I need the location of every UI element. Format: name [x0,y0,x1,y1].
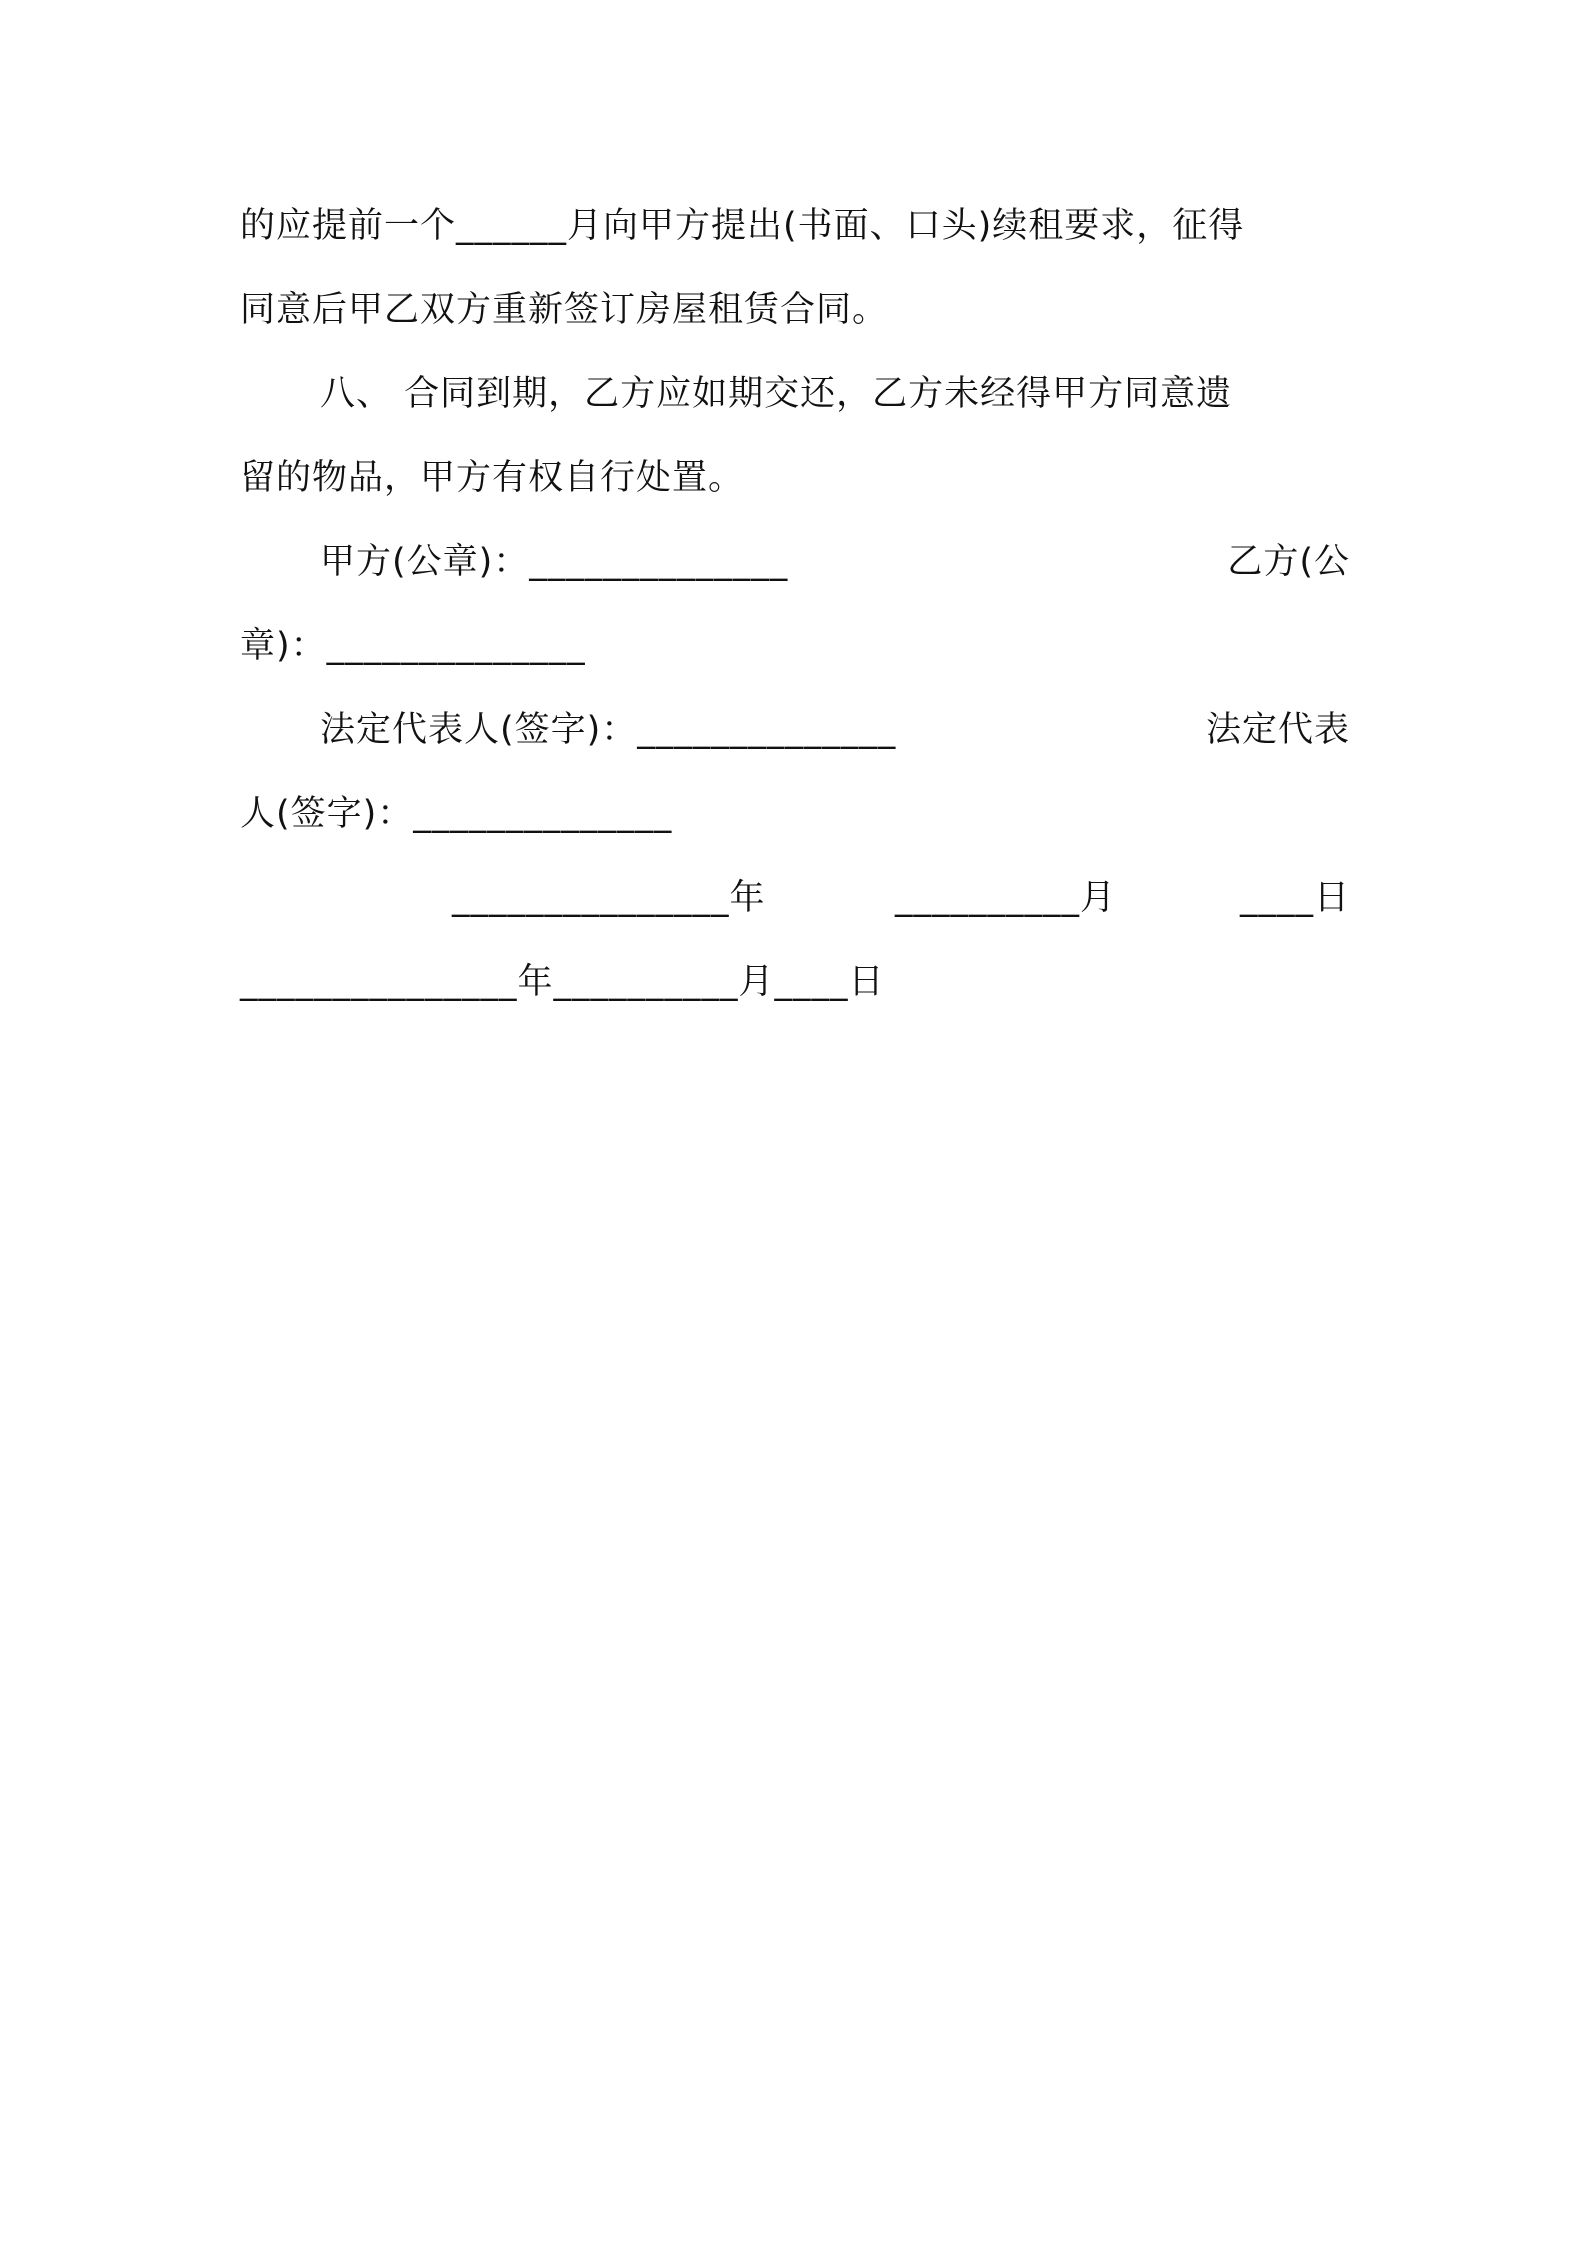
party-b-seal-label: 乙方(公 [1227,542,1350,582]
party-a-seal-label: 甲方(公章)：______________ [320,542,789,582]
clause-eight-line-2 [240,448,1350,508]
date-row-b [240,952,1350,1012]
date-a-day: ____日 [1239,878,1350,918]
date-a-year: _______________年 [452,878,766,918]
date-b: _______________年__________月____日 [240,962,885,1002]
paragraph-line-2 [240,280,1350,340]
representative-row-continued [240,784,1350,844]
clause-eight-line-1 [240,364,1350,424]
party-b-rep-label-cont: 人(签字)：______________ [240,794,673,834]
representative-row [240,700,1350,760]
paragraph-line-1 [240,196,1350,256]
text-line: 的应提前一个______月向甲方提出(书面、口头)续租要求，征得 [240,206,1245,246]
text-line: 同意后甲乙双方重新签订房屋租赁合同。 [240,290,889,330]
party-a-rep-label: 法定代表人(签字)：______________ [320,710,897,750]
party-b-rep-label: 法定代表 [1205,710,1350,750]
text-line: 留的物品，甲方有权自行处置。 [240,458,745,498]
text-line: 八、 合同到期，乙方应如期交还，乙方未经得甲方同意遗 [320,374,1233,414]
seal-row [240,532,1350,592]
party-b-seal-label-cont: 章)：______________ [240,626,586,666]
seal-row-continued [240,616,1350,676]
date-a-month: __________月 [895,878,1117,918]
date-row-a [240,868,1350,928]
